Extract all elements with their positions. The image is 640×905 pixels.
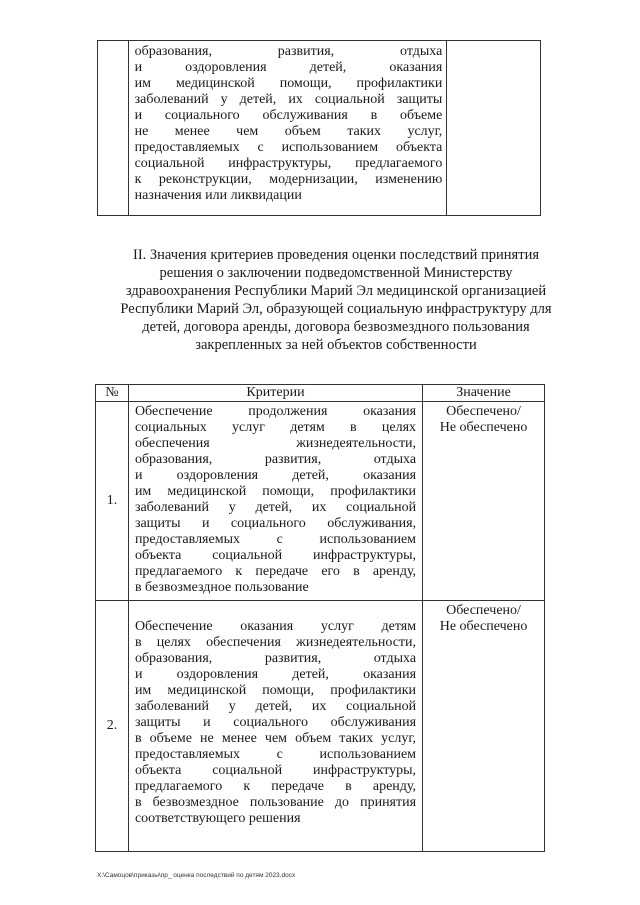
word: детей, (292, 468, 329, 483)
word: социального (233, 715, 309, 730)
word: и (134, 108, 143, 123)
word: целях (156, 635, 191, 650)
word: профилактики (330, 484, 417, 499)
word: социальной (134, 156, 205, 171)
word: Обеспечение (134, 404, 213, 419)
heading-line: закрепленных за ней объектов собственности (195, 337, 477, 353)
word: чем (264, 731, 288, 746)
word: и (201, 516, 210, 531)
word: объем (284, 124, 321, 139)
word: оказания (363, 468, 417, 483)
word: медицинской (175, 76, 255, 91)
word: до (334, 795, 350, 810)
word: с (276, 532, 283, 547)
word: им (134, 683, 152, 698)
word: объеме (400, 108, 443, 123)
word: безвозмездное (152, 795, 239, 810)
text-line (135, 731, 416, 747)
word: их (311, 699, 327, 714)
word: таких (347, 124, 382, 139)
word: оказания (363, 404, 417, 419)
word: образования, (134, 452, 213, 467)
word: передаче (255, 564, 309, 579)
text-line (135, 484, 416, 500)
heading-line: Республики Марий Эл, образующей социальную инфраструктуру для (120, 301, 552, 317)
word: пользование (249, 795, 324, 810)
word: социальной (346, 500, 417, 515)
criteria-text (135, 44, 443, 204)
row-value (423, 601, 545, 852)
text-line (135, 108, 443, 124)
word: детей, (239, 92, 277, 107)
text-line (135, 747, 416, 763)
word: образования, (134, 651, 213, 666)
table-row (98, 41, 541, 216)
word: объекта (395, 140, 443, 155)
word: реконструкции, (158, 172, 252, 187)
heading-line: решения о заключении подведомственной Министерству (159, 265, 513, 281)
text-line: соответствующего решения (134, 811, 301, 826)
header-criteria: Критерии (128, 385, 422, 402)
table-cell-criteria (128, 41, 447, 216)
text-line (135, 452, 416, 468)
text-line (135, 532, 416, 548)
word: обслуживания, (327, 516, 417, 531)
word: социальных (134, 420, 207, 435)
text-line (135, 468, 416, 484)
heading-line: здравоохранения Республики Марий Эл медицинской организацией (125, 283, 547, 299)
word: к (134, 172, 142, 187)
word: в (134, 795, 142, 810)
heading-line: детей, договора аренды, договора безвозмездного пользования (142, 319, 530, 335)
text-line (135, 436, 416, 452)
word: не (134, 124, 149, 139)
row-criteria (128, 601, 422, 852)
word: отдыха (400, 44, 443, 59)
word: социального (164, 108, 240, 123)
table-row (96, 402, 545, 601)
word: предоставляемых (134, 140, 240, 155)
word: инфраструктуры, (313, 763, 417, 778)
word: заболеваний (134, 500, 209, 515)
word: в (345, 779, 352, 794)
word: в (134, 635, 142, 650)
word: защиты (134, 715, 181, 730)
footer-file-path: X:\Самоцов\приказы\пр_ оценка последствий по детям 2023.docx (97, 872, 296, 879)
word: предлагаемого (355, 156, 443, 171)
word: и (134, 468, 143, 483)
value-line: Не обеспечено (439, 619, 528, 634)
text-line (135, 172, 443, 188)
word: в (353, 564, 360, 579)
text-line (135, 619, 416, 635)
word: у (228, 699, 236, 714)
word: жизнедеятельности, (296, 436, 417, 451)
continued-table (97, 40, 541, 216)
text-line: в безвозмездное пользование (134, 580, 309, 595)
word: объем (295, 731, 332, 746)
word: в (350, 420, 357, 435)
word: в (134, 731, 142, 746)
word: с (257, 140, 264, 155)
word: им (134, 76, 151, 91)
text-line (135, 516, 416, 532)
text-line (135, 651, 416, 667)
word: медицинской (167, 683, 247, 698)
word: инфраструктуры, (313, 548, 417, 563)
text-line (135, 635, 416, 651)
word: в (370, 108, 378, 123)
word: инфраструктуры, (228, 156, 332, 171)
word: использованием (281, 140, 379, 155)
word: отдыха (373, 452, 417, 467)
criteria-text (135, 404, 416, 596)
word: к (243, 779, 251, 794)
word: целях (381, 420, 417, 435)
text-line (135, 667, 416, 683)
word: оказания (240, 619, 294, 634)
word: детей, (309, 60, 347, 75)
word: детям (290, 420, 325, 435)
word: и (134, 667, 143, 682)
criteria-text (135, 619, 416, 827)
text-line (135, 404, 416, 420)
word: чем (236, 124, 259, 139)
text-line (135, 548, 416, 564)
word: объеме (149, 731, 192, 746)
word: его (321, 564, 340, 579)
word: их (288, 92, 303, 107)
text-line (135, 699, 416, 715)
word: оздоровления (176, 468, 259, 483)
word: и (134, 60, 143, 75)
word: профилактики (356, 76, 443, 91)
table-row (96, 601, 545, 852)
word: детей, (255, 500, 293, 515)
value-line: Не обеспечено (439, 420, 528, 435)
text-line (135, 92, 443, 108)
criteria-table (95, 384, 545, 852)
word: социальной (212, 763, 283, 778)
word: детям (381, 619, 417, 634)
word: образования, (134, 44, 212, 59)
table-header-row (96, 385, 545, 402)
header-number: № (96, 385, 129, 402)
text-line (135, 795, 416, 811)
word: изменению (375, 172, 443, 187)
row-criteria (128, 402, 422, 601)
heading-line: II. Значения критериев проведения оценки последствий принятия (133, 247, 539, 263)
word: социальной (346, 699, 417, 714)
word: обеспечения (206, 635, 281, 650)
word: профилактики (330, 683, 417, 698)
word: передаче (271, 779, 325, 794)
word: развития, (264, 651, 322, 666)
word: использованием (319, 532, 417, 547)
text-line (135, 683, 416, 699)
word: менее (174, 124, 210, 139)
word: защиты (134, 516, 181, 531)
word: с (276, 747, 283, 762)
value-line: Обеспечено/ (446, 404, 521, 419)
text-line (135, 500, 416, 516)
text-line (135, 763, 416, 779)
value-line: Обеспечено/ (446, 603, 521, 618)
word: социального (230, 516, 306, 531)
row-number: 2. (96, 601, 129, 852)
word: Обеспечение (134, 619, 213, 634)
header-value: Значение (423, 385, 545, 402)
word: их (311, 500, 327, 515)
text-line (135, 779, 416, 795)
word: услуг (232, 420, 265, 435)
word: помощи, (262, 683, 315, 698)
word: детей, (292, 667, 329, 682)
word: отдыха (373, 651, 417, 666)
word: у (220, 92, 228, 107)
word: защиты (396, 92, 443, 107)
text-line (135, 124, 443, 140)
word: объекта (134, 763, 182, 778)
word: услуг, (407, 124, 443, 139)
word: аренду, (372, 564, 417, 579)
word: им (134, 484, 152, 499)
text-line (135, 420, 416, 436)
word: социальной (314, 92, 385, 107)
text-line (135, 715, 416, 731)
table-cell-number (98, 41, 129, 216)
word: не (200, 731, 214, 746)
word: социальной (212, 548, 283, 563)
word: помощи, (279, 76, 332, 91)
word: оказания (389, 60, 443, 75)
text-line (135, 564, 416, 580)
word: медицинской (167, 484, 247, 499)
word: продолжения (248, 404, 328, 419)
word: развития, (264, 452, 322, 467)
word: менее (221, 731, 257, 746)
word: принятия (360, 795, 417, 810)
text-line (135, 140, 443, 156)
row-number: 1. (96, 402, 129, 601)
word: развития, (277, 44, 335, 59)
text-line (135, 44, 443, 60)
word: предлагаемого (134, 564, 223, 579)
text-line: назначения или ликвидации (134, 188, 302, 203)
word: предоставляемых (134, 747, 240, 762)
text-line (135, 60, 443, 76)
word: услуг, (381, 731, 417, 746)
word: обслуживания (330, 715, 417, 730)
section-heading (100, 246, 572, 354)
word: таких (339, 731, 374, 746)
word: модернизации, (269, 172, 358, 187)
text-line (135, 156, 443, 172)
table-cell-value (447, 41, 541, 216)
word: использованием (319, 747, 417, 762)
word: предоставляемых (134, 532, 240, 547)
word: оздоровления (176, 667, 259, 682)
word: и (203, 715, 211, 730)
word: оказания (363, 667, 417, 682)
word: обеспечения (134, 436, 210, 451)
word: у (228, 500, 236, 515)
word: услуг (320, 619, 354, 634)
word: оздоровления (185, 60, 267, 75)
word: помощи, (262, 484, 315, 499)
word: объекта (134, 548, 182, 563)
row-value (423, 402, 545, 601)
word: жизнедеятельности, (296, 635, 417, 650)
word: заболеваний (134, 699, 209, 714)
word: обслуживания (262, 108, 348, 123)
word: аренду, (372, 779, 417, 794)
word: заболеваний (134, 92, 209, 107)
text-line (135, 76, 443, 92)
word: предлагаемого (134, 779, 223, 794)
word: к (235, 564, 243, 579)
word: детей, (255, 699, 293, 714)
